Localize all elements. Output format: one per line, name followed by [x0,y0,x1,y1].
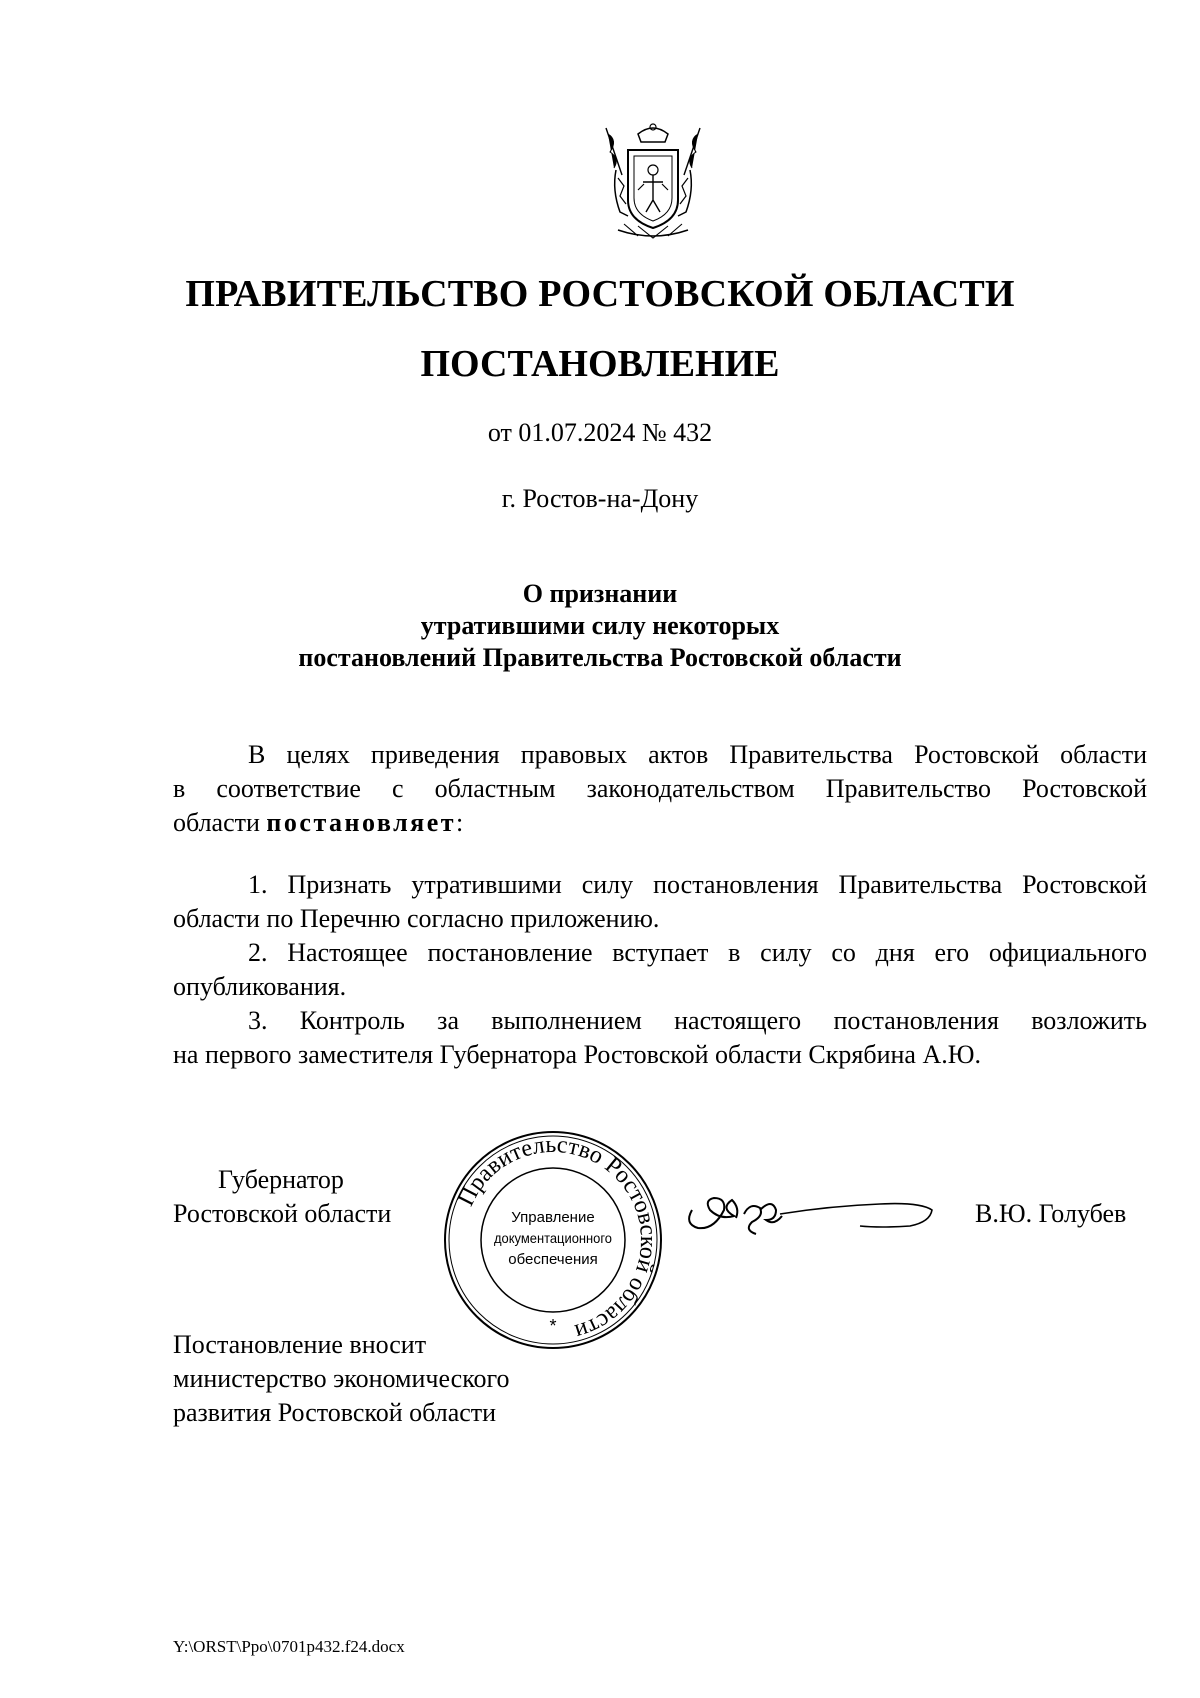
handwritten-signature [680,1180,940,1250]
seal-star: * [549,1316,557,1336]
subject-line-1: О признании [522,579,678,608]
coat-of-arms-icon [598,120,708,245]
item-2-line-2: опубликования. [173,972,347,1001]
document-type: ПОСТАНОВЛЕНИЕ [420,343,780,385]
item-2-line-1: 2. Настоящее постановление вступает в силу со дня его официального [248,938,1147,967]
item-1-line-1: 1. Признать утратившими силу постановления Правительства Ростовской [248,870,1147,899]
submitter-line-3: развития Ростовской области [173,1398,497,1427]
document-city: г. Ростов-на-Дону [501,484,699,513]
subject-line-2: утратившими силу некоторых [420,611,780,640]
submitter-line-2: министерство экономического [173,1364,510,1393]
list-item [173,1004,1147,1072]
list-item [173,868,1147,936]
preamble-line-3 [173,806,1147,840]
preamble-line-3-start: области [173,808,267,837]
operative-items [173,868,1147,1072]
item-3-line-2: на первого заместителя Губернатора Ростовской области Скрябина А.Ю. [173,1040,981,1069]
preamble-line-2: в соответствие с областным законодательством Правительство Ростовской [173,774,1147,803]
government-title: ПРАВИТЕЛЬСТВО РОСТОВСКОЙ ОБЛАСТИ [185,273,1015,315]
document-date-number: от 01.07.2024 № 432 [487,418,713,447]
position-line-2: Ростовской области [173,1199,392,1228]
seal-center-line-2: документационного [494,1230,613,1246]
signatory-position [173,1163,391,1231]
preamble-paragraph [173,738,1147,840]
subject-line-3: постановлений Правительства Ростовской области [298,643,902,672]
seal-center-line-3: обеспечения [508,1251,598,1268]
file-path-footer: Y:\ORST\Ppo\0701p432.f24.docx [173,1637,405,1656]
preamble-line-3-end: : [456,808,464,837]
list-item [173,936,1147,1004]
resolves-keyword: постановляет [266,808,457,837]
seal-center-line-1: Управление [511,1209,595,1226]
official-seal-stamp [438,1125,668,1355]
signatory-name: В.Ю. Голубев [975,1199,1127,1228]
document-subject [0,578,1200,674]
item-3-line-1: 3. Контроль за выполнением настоящего постановления возложить [248,1006,1147,1035]
item-1-line-2: области по Перечню согласно приложению. [173,904,660,933]
preamble-line-1: В целях приведения правовых актов Правительства Ростовской области [248,740,1147,769]
submitter-line-1: Постановление вносит [173,1330,427,1359]
submitter-note [173,1328,510,1430]
seal-ring-text: Правительство Ростовской области [452,1131,662,1345]
position-line-1: Губернатор [218,1165,344,1194]
